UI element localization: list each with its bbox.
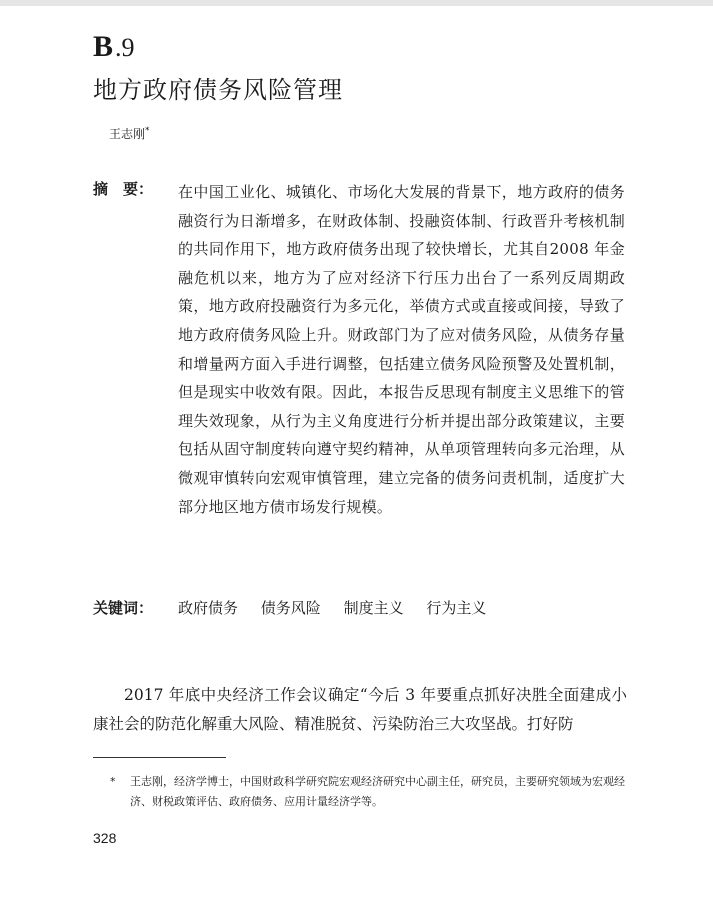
footnote-mark: * <box>110 775 116 788</box>
chapter-number <box>93 30 135 64</box>
keyword: 政府债务 <box>178 599 239 617</box>
page-title: 地方政府债务风险管理 <box>93 76 343 104</box>
chapter-index: .9 <box>115 33 135 62</box>
abstract-label: 摘 要： <box>93 180 154 198</box>
author <box>109 125 150 142</box>
body-paragraph: 2017 年底中央经济工作会议确定“今后 3 年要重点抓好决胜全面建成小康社会的防范化解重大风险、精准脱贫、污染防治三大攻坚战。打好防 <box>93 686 627 733</box>
chapter-prefix: B <box>93 30 114 63</box>
keywords-label: 关键词： <box>93 599 154 617</box>
author-name: 王志刚 <box>109 127 146 141</box>
footnote <box>110 772 646 812</box>
keyword: 制度主义 <box>343 599 404 617</box>
author-footnote-mark: * <box>145 126 150 136</box>
keyword: 行为主义 <box>426 599 487 617</box>
footnote-divider <box>93 757 226 758</box>
top-border <box>0 0 713 6</box>
keyword: 债务风险 <box>260 599 321 617</box>
footnote-text: 王志刚，经济学博士，中国财政科学研究院宏观经济研究中心副主任，研究员，主要研究领域为宏观经济、财税政策评估、政府债务、应用计量经济学等。 <box>130 775 625 808</box>
page-number: 328 <box>93 830 117 846</box>
keywords-list <box>178 597 504 618</box>
abstract-text: 在中国工业化、城镇化、市场化大发展的背景下，地方政府的债务融资行为日渐增多，在财政体制、投融资体制、行政晋升考核机制的共同作用下，地方政府债务出现了较快增长，尤其自2008 年金融危机以来，地方为了应对经济下行压力出台了一系列反周期政策，地方政府投融资行为多元化，举债方式或直接或间接，导致了地方政府债务风险上升。财政部门为了应对债务风险，从债务存量和增量两方面入手进行调整，包括建立债务风险预警及处置机制，但是现实中收效有限。因此，本报告反思现有制度主义思维下的管理失效现象，从行为主义角度进行分析并提出部分政策建议，主要包括从固守制度转向遵守契约精神，从单项管理转向多元治理，从微观审慎转向宏观审慎管理，建立完备的债务问责机制，适度扩大部分地区地方债市场发行规模。 <box>178 183 625 516</box>
